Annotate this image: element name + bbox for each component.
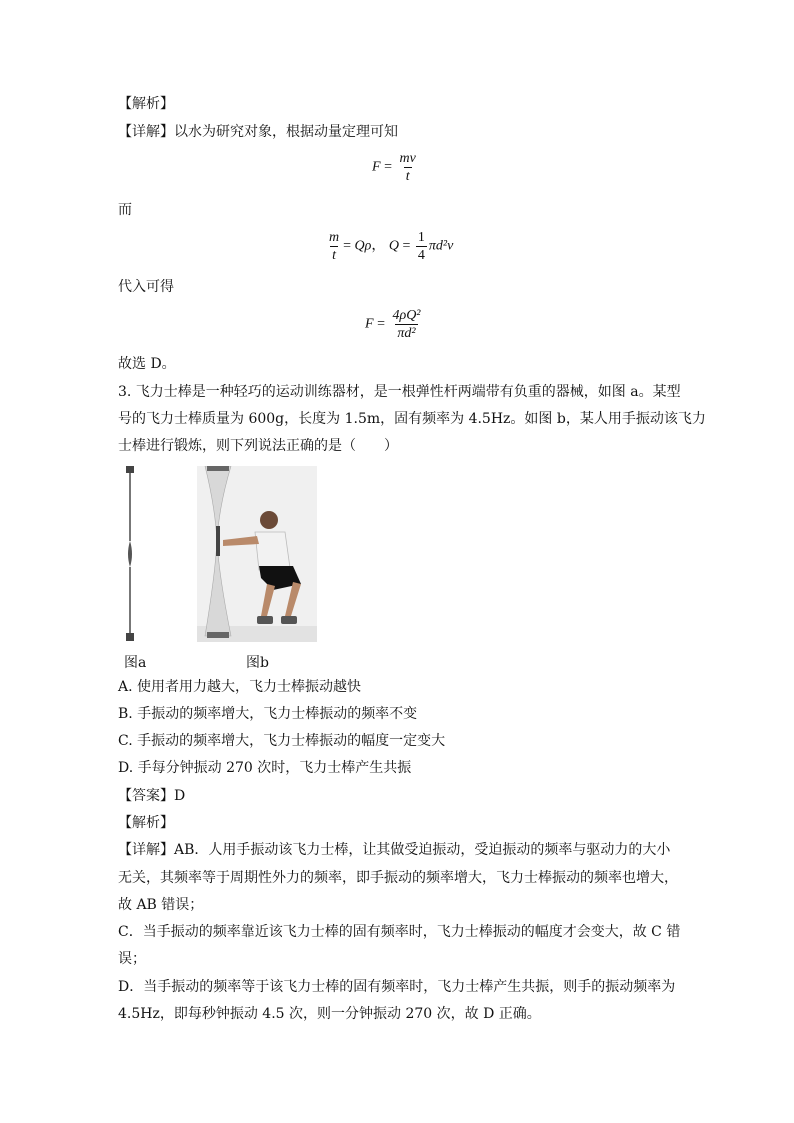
- text-dairu: 代入可得: [118, 279, 174, 295]
- eq1-lhs: F: [372, 159, 381, 175]
- eq3-fraction: [390, 307, 422, 342]
- eq3-denominator: πd²: [397, 326, 416, 341]
- bar-top-weight: [126, 466, 134, 473]
- option-b: B. 手振动的频率增大，飞力士棒振动的频率不变: [118, 706, 418, 722]
- eq2-rhs2: πd²v: [428, 238, 454, 254]
- eq3-lhs: F: [365, 316, 374, 332]
- analysis-heading-2: 【解析】: [118, 815, 174, 831]
- eq2-separator: ，: [371, 238, 386, 254]
- equation-flow: $\frac{m}{t}$ = Qρ， Q = $\frac{1}{4}$ πd²v: [329, 230, 454, 263]
- answer-text: 【答案】D: [118, 788, 186, 804]
- right-shoe-icon: [281, 616, 297, 624]
- analysis-heading: 【解析】: [118, 96, 174, 112]
- bar-bottom-weight: [126, 633, 134, 641]
- eq1-numerator: mv: [399, 151, 416, 166]
- option-c: C. 手振动的频率增大，飞力士棒振动的幅度一定变大: [118, 733, 446, 749]
- eq3-numerator: 4ρQ²: [392, 308, 421, 323]
- eq2-f1-denominator: t: [332, 248, 336, 263]
- torso-icon: [255, 532, 290, 570]
- detail-line-7: 4.5Hz，即每秒钟振动 4.5 次，则一分钟振动 270 次，故 D 正确。: [118, 1006, 541, 1022]
- eq2-f2-denominator: 4: [417, 248, 425, 263]
- equation-momentum: F = $\frac{mv}{t}$: [372, 151, 416, 184]
- eq2-fraction-1: [327, 229, 341, 264]
- eq2-fraction-2: [416, 229, 427, 264]
- left-shoe-icon: [257, 616, 273, 624]
- detail-line-1: 【详解】AB．人用手振动该飞力士棒，让其做受迫振动，受迫振动的频率与驱动力的大小: [118, 842, 671, 858]
- equation-force: F = $\frac{\text{4ρQ²}}{\text{πd²}}$: [365, 308, 421, 341]
- figure-a-flexi-bar: [120, 466, 142, 642]
- option-a: A. 使用者用力越大，飞力士棒振动越快: [118, 679, 362, 695]
- text-er: 而: [118, 202, 132, 218]
- figure-b-person-photo: [197, 466, 317, 642]
- head-icon: [260, 511, 278, 529]
- question-3-line-1: 3. 飞力士棒是一种轻巧的运动训练器材，是一根弹性杆两端带有负重的器械，如图 a。某型: [118, 384, 681, 400]
- conclusion-1: 故选 D。: [118, 356, 176, 372]
- eq1-fraction: [397, 150, 417, 185]
- eq2-f1-numerator: m: [329, 230, 340, 245]
- top-weight-icon: [207, 466, 229, 471]
- detail-text: 【详解】以水为研究对象，根据动量定理可知: [118, 124, 398, 140]
- eq2-f2-numerator: 1: [417, 230, 425, 245]
- bar-grip: [128, 541, 132, 567]
- eq1-denominator: t: [405, 169, 410, 184]
- question-3-line-3: 士棒进行锻炼，则下列说法正确的是（ ）: [118, 438, 398, 454]
- option-d: D. 手每分钟振动 270 次时，飞力士棒产生共振: [118, 760, 412, 776]
- bar-upper-rod: [129, 473, 131, 541]
- bottom-weight-icon: [207, 632, 229, 638]
- figure-a-caption: 图a: [124, 655, 147, 671]
- bar-lower-rod: [129, 567, 131, 633]
- detail-line-5: 误；: [118, 951, 146, 967]
- figure-b-caption: 图b: [246, 655, 269, 671]
- question-3-line-2: 号的飞力士棒质量为 600g，长度为 1.5m，固有频率为 4.5Hz。如图 b，某人用手振动该飞力: [118, 411, 706, 427]
- grip-icon: [216, 526, 220, 556]
- detail-line-3: 故 AB 错误；: [118, 897, 204, 913]
- detail-line-4: C．当手振动的频率靠近该飞力士棒的固有频率时，飞力士棒振动的幅度才会变大，故 C 错: [118, 924, 681, 940]
- detail-line-6: D．当手振动的频率等于该飞力士棒的固有频率时，飞力士棒产生共振，则手的振动频率为: [118, 979, 676, 995]
- eq2-rhs1: Qρ: [354, 238, 372, 254]
- eq2-lhs2: Q: [388, 238, 399, 254]
- detail-line-2: 无关，其频率等于周期性外力的频率，即手振动的频率增大，飞力士棒振动的频率也增大，: [118, 870, 678, 886]
